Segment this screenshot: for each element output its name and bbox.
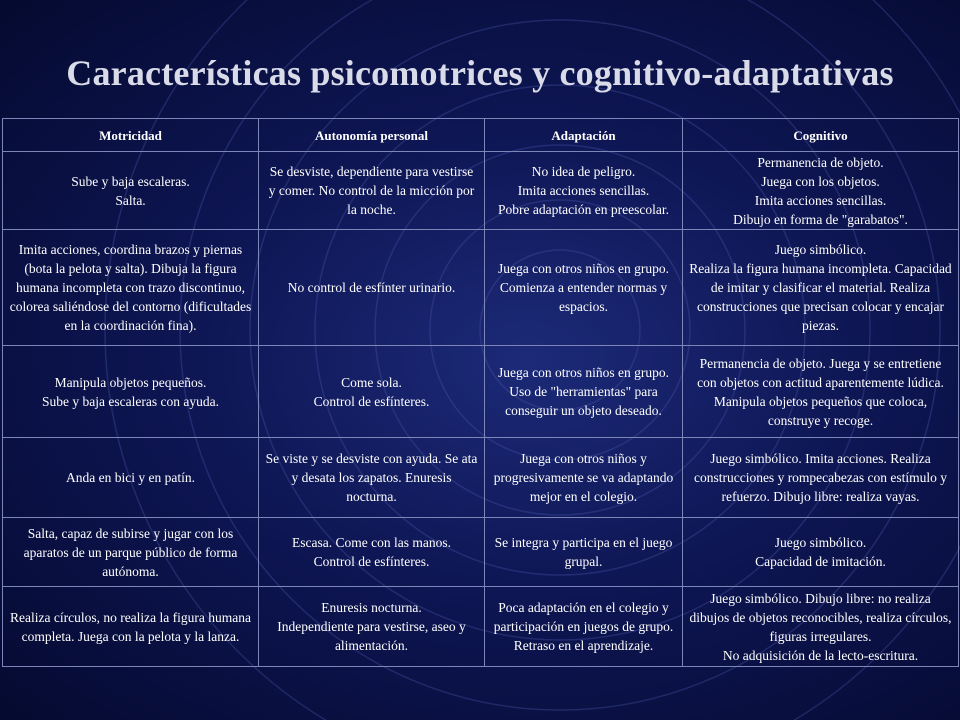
cell-cognitivo: Permanencia de objeto. Juega y se entretiene con objetos con actitud aparentemente lúdica. Manipula objetos pequeños que coloca, construye y recoge. <box>683 346 959 438</box>
cell-autonomia: No control de esfínter urinario. <box>259 230 485 346</box>
header-autonomia: Autonomía personal <box>259 119 485 152</box>
header-motricidad: Motricidad <box>3 119 259 152</box>
cell-adaptacion: Se integra y participa en el juego grupal. <box>485 518 683 587</box>
table-row <box>3 438 959 518</box>
table-row <box>3 587 959 667</box>
characteristics-table <box>2 118 959 667</box>
table-row <box>3 518 959 587</box>
cell-autonomia: Come sola. Control de esfínteres. <box>259 346 485 438</box>
table-row <box>3 230 959 346</box>
cell-autonomia: Escasa. Come con las manos. Control de esfínteres. <box>259 518 485 587</box>
table-row <box>3 152 959 230</box>
cell-motricidad: Manipula objetos pequeños. Sube y baja escaleras con ayuda. <box>3 346 259 438</box>
header-cognitivo: Cognitivo <box>683 119 959 152</box>
cell-motricidad: Salta, capaz de subirse y jugar con los aparatos de un parque público de forma autónoma. <box>3 518 259 587</box>
cell-autonomia: Se viste y se desviste con ayuda. Se ata y desata los zapatos. Enuresis nocturna. <box>259 438 485 518</box>
cell-motricidad: Imita acciones, coordina brazos y piernas (bota la pelota y salta). Dibuja la figura humana incompleta con trazo discontinuo, colorea saliéndose del contorno (dificultades en la coordinación fina). <box>3 230 259 346</box>
slide-title: Características psicomotrices y cognitivo-adaptativas <box>66 53 894 93</box>
cell-motricidad: Sube y baja escaleras. Salta. <box>3 152 259 230</box>
cell-cognitivo: Permanencia de objeto. Juega con los objetos. Imita acciones sencillas. Dibujo en forma de "garabatos". <box>683 152 959 230</box>
table-row <box>3 346 959 438</box>
header-row <box>3 119 959 152</box>
cell-adaptacion: Juega con otros niños y progresivamente se va adaptando mejor en el colegio. <box>485 438 683 518</box>
cell-motricidad: Realiza círculos, no realiza la figura humana completa. Juega con la pelota y la lanza. <box>3 587 259 667</box>
cell-motricidad: Anda en bici y en patín. <box>3 438 259 518</box>
cell-cognitivo: Juego simbólico. Dibujo libre: no realiza dibujos de objetos reconocibles, realiza círculos, figuras irregulares. No adquisición de la lecto-escritura. <box>683 587 959 667</box>
cell-autonomia: Se desviste, dependiente para vestirse y comer. No control de la micción por la noche. <box>259 152 485 230</box>
cell-autonomia: Enuresis nocturna. Independiente para vestirse, aseo y alimentación. <box>259 587 485 667</box>
cell-adaptacion: Juega con otros niños en grupo. Uso de "herramientas" para conseguir un objeto deseado. <box>485 346 683 438</box>
header-adaptacion: Adaptación <box>485 119 683 152</box>
cell-cognitivo: Juego simbólico. Imita acciones. Realiza construcciones y rompecabezas con estímulo y refuerzo. Dibujo libre: realiza vayas. <box>683 438 959 518</box>
cell-cognitivo: Juego simbólico. Realiza la figura humana incompleta. Capacidad de imitar y clasificar el material. Realiza construcciones que precisan colocar y encajar piezas. <box>683 230 959 346</box>
cell-cognitivo: Juego simbólico. Capacidad de imitación. <box>683 518 959 587</box>
cell-adaptacion: Juega con otros niños en grupo. Comienza a entender normas y espacios. <box>485 230 683 346</box>
cell-adaptacion: Poca adaptación en el colegio y participación en juegos de grupo. Retraso en el aprendizaje. <box>485 587 683 667</box>
cell-adaptacion: No idea de peligro. Imita acciones sencillas. Pobre adaptación en preescolar. <box>485 152 683 230</box>
